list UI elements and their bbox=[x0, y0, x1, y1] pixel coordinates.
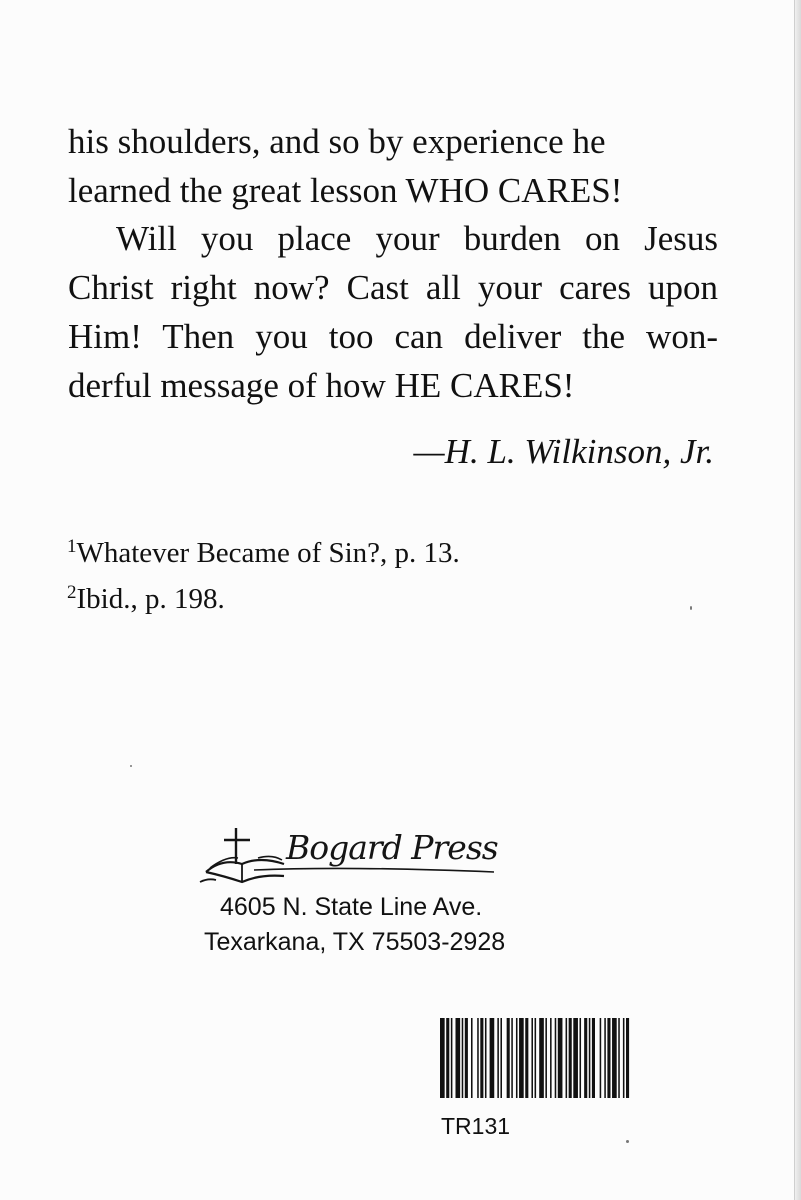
barcode-bar bbox=[500, 1018, 502, 1098]
barcode-bar bbox=[566, 1018, 568, 1098]
body-line-4: Christ right now? Cast all your cares upon bbox=[68, 268, 718, 308]
barcode-bar bbox=[626, 1018, 629, 1098]
barcode-bar bbox=[592, 1018, 595, 1098]
product-code: TR131 bbox=[441, 1113, 511, 1139]
barcode-bar bbox=[573, 1018, 578, 1098]
barcode-bar bbox=[558, 1018, 563, 1098]
footnote-marker: 2 bbox=[67, 582, 77, 603]
barcode-bar bbox=[550, 1018, 552, 1098]
barcode-bar bbox=[545, 1018, 547, 1098]
barcode-bar bbox=[446, 1018, 449, 1098]
footnotes bbox=[67, 530, 460, 622]
body-line-6: derful message of how HE CARES! bbox=[68, 365, 575, 405]
publisher-block bbox=[198, 820, 558, 956]
page-edge bbox=[794, 0, 801, 1200]
publisher-logo bbox=[198, 820, 498, 900]
scan-speck bbox=[690, 606, 692, 610]
barcode-bar bbox=[485, 1018, 487, 1098]
barcode-bar bbox=[480, 1018, 483, 1098]
barcode-bar bbox=[589, 1018, 591, 1098]
barcode-bar bbox=[531, 1018, 533, 1098]
barcode-bar bbox=[569, 1018, 572, 1098]
barcode-bar bbox=[456, 1018, 461, 1098]
barcode-bar bbox=[535, 1018, 537, 1098]
barcode-bar bbox=[580, 1018, 582, 1098]
footnote-marker: 1 bbox=[67, 536, 77, 557]
body-line-1: his shoulders, and so by experience he bbox=[68, 122, 606, 161]
barcode-icon bbox=[440, 1018, 702, 1098]
barcode-bar bbox=[525, 1018, 528, 1098]
barcode-bar bbox=[612, 1018, 617, 1098]
barcode-bar bbox=[623, 1018, 625, 1098]
barcode-bar bbox=[555, 1018, 557, 1098]
footnote-2 bbox=[67, 576, 460, 622]
barcode-bar bbox=[490, 1018, 495, 1098]
barcode-bar bbox=[440, 1018, 445, 1098]
barcode-bar bbox=[618, 1018, 620, 1098]
publisher-address bbox=[198, 890, 505, 960]
scan-speck bbox=[130, 765, 132, 767]
barcode-bar bbox=[516, 1018, 518, 1098]
barcode-bar bbox=[451, 1018, 453, 1098]
barcode-bar bbox=[539, 1018, 544, 1098]
scan-speck bbox=[626, 1140, 629, 1143]
publisher-logo-text: Bogard Press bbox=[286, 828, 498, 867]
barcode-bar bbox=[497, 1018, 499, 1098]
barcode-bar bbox=[507, 1018, 510, 1098]
address-line-2: Texarkana, TX 75503-2928 bbox=[204, 928, 506, 956]
author-signature: —H. L. Wilkinson, Jr. bbox=[413, 432, 714, 471]
body-line-2: learned the great lesson WHO CARES! bbox=[68, 170, 623, 210]
barcode-bar bbox=[471, 1018, 473, 1098]
barcode-bar bbox=[477, 1018, 479, 1098]
address-line-1: 4605 N. State Line Ave. bbox=[220, 893, 483, 921]
barcode-bar bbox=[465, 1018, 468, 1098]
barcode-bar bbox=[607, 1018, 610, 1098]
barcode-bar bbox=[584, 1018, 587, 1098]
footnote-text: Ibid., p. 198. bbox=[76, 583, 225, 615]
barcode-bar bbox=[519, 1018, 524, 1098]
body-line-5: Him! Then you too can deliver the won- bbox=[68, 316, 718, 356]
body-paragraphs bbox=[68, 118, 718, 410]
barcode-bar bbox=[600, 1018, 602, 1098]
barcode-bar bbox=[511, 1018, 513, 1098]
barcode-bar bbox=[462, 1018, 464, 1098]
footnote-text: Whatever Became of Sin?, p. 13. bbox=[76, 537, 460, 569]
barcode-bar bbox=[604, 1018, 606, 1098]
footnote-1 bbox=[67, 530, 460, 576]
body-line-3: Will you place your burden on Jesus bbox=[116, 219, 718, 259]
